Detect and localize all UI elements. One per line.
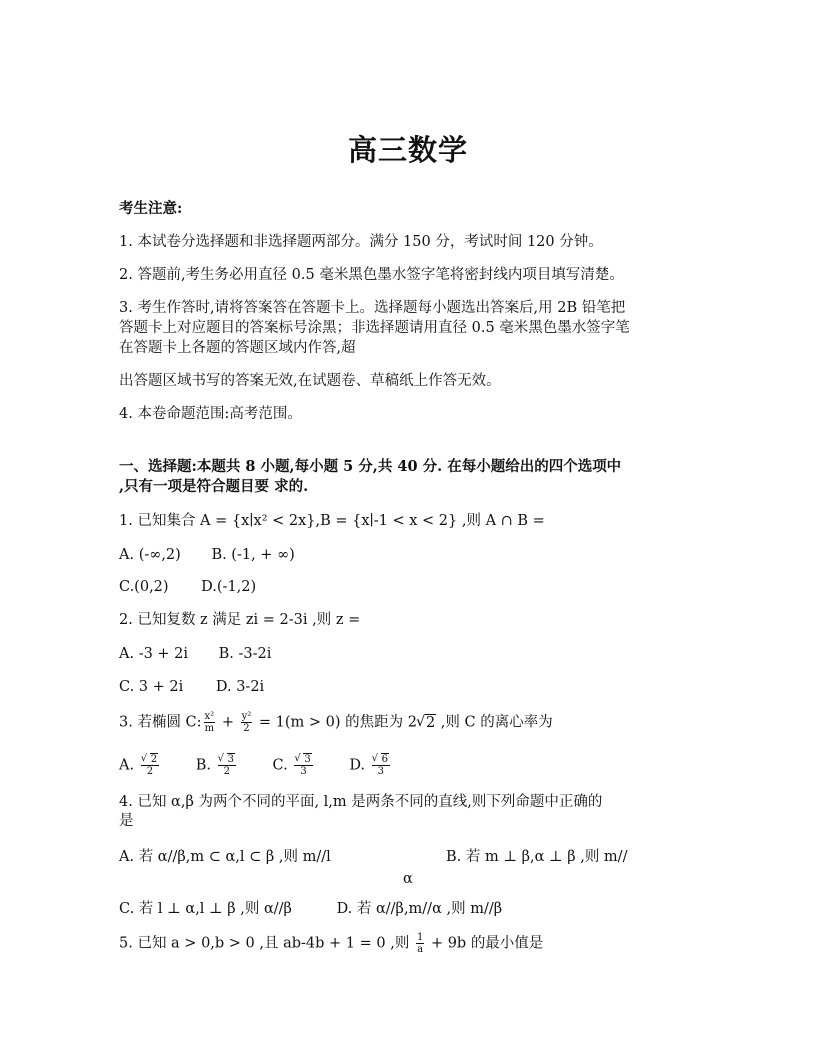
option-row <box>119 577 256 597</box>
option-a <box>119 754 161 777</box>
fraction <box>141 754 159 777</box>
notice-item: 2. 答题前,考生务必用直径 0.5 毫米黑色墨水签字笔将密封线内项目填写清楚。 <box>119 267 624 283</box>
question-stem-cont: 是 <box>119 813 134 829</box>
fraction-numerator: y² <box>241 711 252 722</box>
fraction <box>204 711 216 734</box>
stem-text: + 9b 的最小值是 <box>430 935 544 952</box>
option-d: D.(-1,2) <box>201 579 257 595</box>
fraction-denominator: 3 <box>377 766 385 777</box>
fraction <box>218 754 236 777</box>
fraction <box>416 932 424 955</box>
notice-item: 在答题卡上各题的答题区域内作答,超 <box>119 340 356 356</box>
option-c <box>273 754 315 777</box>
option-row <box>119 847 331 867</box>
section-heading: 一、选择题:本题共 8 小题,每小题 5 分,共 40 分. 在每小题给出的四个选项中 <box>119 458 622 475</box>
option-row <box>119 754 392 777</box>
question-stem: 4. 已知 α,β 为两个不同的平面, l,m 是两条不同的直线,则下列命题中正确的 <box>119 794 603 810</box>
notice-item: 4. 本卷命题范围:高考范围。 <box>119 406 302 422</box>
option-c: C. 若 l ⊥ α,l ⊥ β ,则 α//β <box>119 901 292 917</box>
fraction-numerator <box>294 754 312 766</box>
question-stem <box>119 711 553 734</box>
fraction-numerator: 1 <box>416 932 424 943</box>
option-label: B. <box>195 757 211 774</box>
option-c: C.(0,2) <box>119 579 169 595</box>
option-d: D. 3-2i <box>215 679 265 695</box>
section-heading-cont: ,只有一项是符合题目要 求的. <box>119 478 309 495</box>
option-d <box>349 754 392 777</box>
option-b <box>196 754 238 777</box>
option-row <box>119 677 264 697</box>
question-stem: 1. 已知集合 A = {x∣x² < 2x},B = {x∣-1 < x < 2} ,则 A ∩ B = <box>119 513 545 529</box>
option-b-wrap: α <box>403 871 413 887</box>
option-d: D. 若 α//β,m//α ,则 m//β <box>336 901 503 917</box>
fraction-denominator: a <box>417 944 424 955</box>
notice-item: 答题卡上对应题目的答案标号涂黑；非选择题请用直径 0.5 毫米黑色墨水签字笔 <box>119 320 630 336</box>
radicand: 2 <box>425 714 436 731</box>
option-a: A. (-∞,2) <box>119 547 181 563</box>
fraction-numerator: x² <box>204 711 215 722</box>
question-stem <box>119 932 543 955</box>
page-title: 高三数学 <box>347 133 468 167</box>
option-b: B. 若 m ⊥ β,α ⊥ β ,则 m// <box>446 849 628 865</box>
fraction-denominator: m <box>204 723 215 734</box>
radicand: 3 <box>304 754 311 765</box>
fraction-denominator: 2 <box>243 723 250 734</box>
fraction <box>241 711 253 734</box>
fraction <box>372 754 390 777</box>
radicand: 3 <box>227 754 234 765</box>
fraction-numerator <box>218 754 236 766</box>
fraction-denominator: 3 <box>300 766 307 777</box>
plus-sign: + <box>221 714 234 731</box>
option-a: A. 若 α//β,m ⊂ α,l ⊂ β ,则 m//l <box>119 849 331 865</box>
square-root <box>295 754 311 765</box>
notice-item: 1. 本试卷分选择题和非选择题两部分。满分 150 分，考试时间 120 分钟。 <box>119 234 603 250</box>
square-root <box>417 713 436 733</box>
stem-text: ,则 C 的离心率为 <box>440 714 553 731</box>
fraction-numerator <box>372 754 390 766</box>
option-b: B. -3-2i <box>218 646 272 662</box>
square-root <box>142 754 158 765</box>
option-b: B. (-1, + ∞) <box>211 547 295 563</box>
fraction-denominator: 2 <box>223 766 230 777</box>
stem-text: 3. 若椭圆 C: <box>119 714 202 731</box>
option-row <box>119 644 271 664</box>
option-row <box>119 899 502 919</box>
stem-text: 5. 已知 a > 0,b > 0 ,且 ab-4b + 1 = 0 ,则 <box>119 935 410 952</box>
fraction-numerator <box>141 754 159 766</box>
option-c: C. 3 + 2i <box>119 679 184 695</box>
option-row <box>119 545 295 565</box>
fraction <box>294 754 312 777</box>
notice-heading: 考生注意: <box>119 200 183 217</box>
notice-item: 出答题区域书写的答案无效,在试题卷、草稿纸上作答无效。 <box>119 373 501 389</box>
option-label: D. <box>349 757 366 774</box>
square-root <box>219 754 235 765</box>
option-label: C. <box>272 757 288 774</box>
notice-item: 3. 考生作答时,请将答案答在答题卡上。选择题每小题选出答案后,用 2B 铅笔把 <box>119 300 626 316</box>
question-stem: 2. 已知复数 z 满足 zi = 2-3i ,则 z = <box>119 612 361 628</box>
square-root <box>373 754 389 765</box>
radicand: 2 <box>150 754 158 765</box>
stem-text: = 1(m > 0) 的焦距为 2 <box>258 714 417 731</box>
radicand: 6 <box>381 754 389 765</box>
fraction-denominator: 2 <box>146 766 154 777</box>
option-a: A. -3 + 2i <box>119 646 189 662</box>
option-label: A. <box>119 757 135 774</box>
